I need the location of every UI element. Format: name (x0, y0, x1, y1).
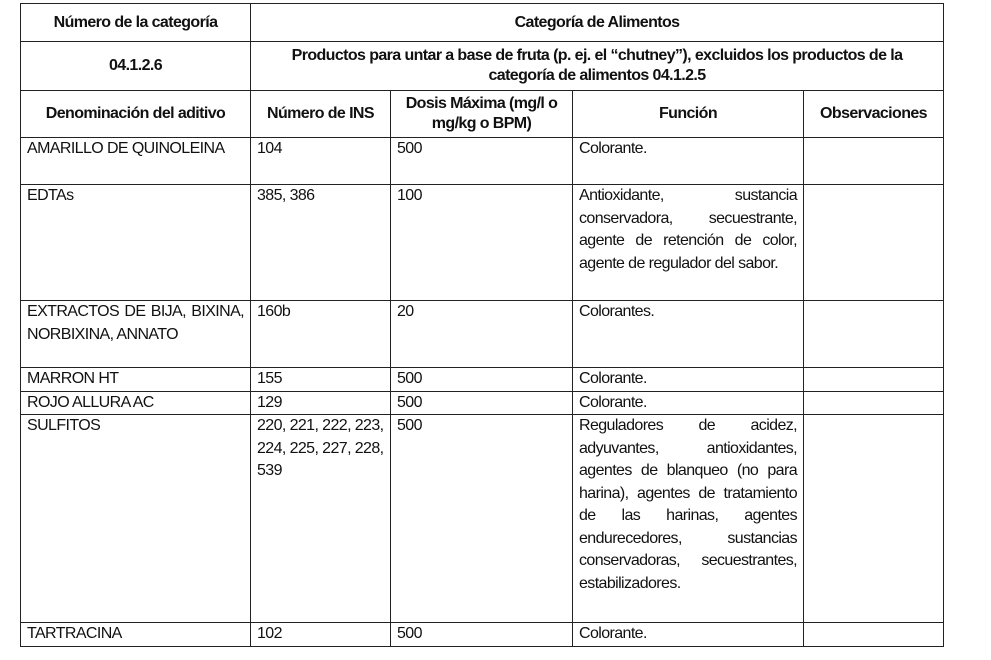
additive-name: EXTRACTOS DE BIJA, BIXINA, NORBIXINA, ANNATO (21, 301, 251, 368)
additive-name: MARRON HT (21, 368, 251, 392)
table-row (21, 623, 944, 647)
table-row (21, 368, 944, 392)
column-header-function: Función (573, 91, 804, 138)
ins-number: 104 (251, 138, 391, 185)
additive-name: TARTRACINA (21, 623, 251, 647)
ins-number: 385, 386 (251, 185, 391, 301)
max-dose: 100 (391, 185, 573, 301)
function: Colorante. (573, 368, 804, 392)
column-header-name: Denominación del aditivo (21, 91, 251, 138)
function: Reguladores de acidez, adyuvantes, antioxidantes, agentes de blanqueo (no para harina), agentes de tratamiento de las harinas, agentes endurecedores, sustancias conservadoras, secuestrantes, estabilizadores. (573, 415, 804, 623)
table-row (21, 138, 944, 185)
food-category-label: Categoría de Alimentos (251, 4, 944, 42)
observations (804, 368, 944, 392)
function: Colorante. (573, 623, 804, 647)
observations (804, 185, 944, 301)
table-row (21, 301, 944, 368)
column-header-dose: Dosis Máxima (mg/l o mg/kg o BPM) (391, 91, 573, 138)
observations (804, 391, 944, 415)
function: Colorantes. (573, 301, 804, 368)
ins-number: 220, 221, 222, 223, 224, 225, 227, 228, 539 (251, 415, 391, 623)
max-dose: 500 (391, 623, 573, 647)
additive-name: EDTAs (21, 185, 251, 301)
max-dose: 500 (391, 415, 573, 623)
additive-name: ROJO ALLURA AC (21, 391, 251, 415)
function: Antioxidante, sustancia conservadora, secuestrante, agente de retención de color, agente de regulador del sabor. (573, 185, 804, 301)
table-row (21, 185, 944, 301)
category-number-label: Número de la categoría (21, 4, 251, 42)
table-row (21, 391, 944, 415)
observations (804, 415, 944, 623)
max-dose: 20 (391, 301, 573, 368)
function: Colorante. (573, 138, 804, 185)
function: Colorante. (573, 391, 804, 415)
additive-name: AMARILLO DE QUINOLEINA (21, 138, 251, 185)
ins-number: 102 (251, 623, 391, 647)
column-header-notes: Observaciones (804, 91, 944, 138)
category-number: 04.1.2.6 (21, 42, 251, 91)
column-header-row (21, 91, 944, 138)
max-dose: 500 (391, 138, 573, 185)
table-row (21, 415, 944, 623)
observations (804, 301, 944, 368)
ins-number: 129 (251, 391, 391, 415)
observations (804, 623, 944, 647)
column-header-ins: Número de INS (251, 91, 391, 138)
category-header-row (21, 4, 944, 42)
category-row (21, 42, 944, 91)
ins-number: 160b (251, 301, 391, 368)
ins-number: 155 (251, 368, 391, 392)
additive-name: SULFITOS (21, 415, 251, 623)
category-description: Productos para untar a base de fruta (p. ej. el “chutney”), excluidos los productos de la categoría de alimentos 04.1.2.5 (251, 42, 944, 91)
max-dose: 500 (391, 368, 573, 392)
additives-table (20, 3, 944, 647)
max-dose: 500 (391, 391, 573, 415)
observations (804, 138, 944, 185)
